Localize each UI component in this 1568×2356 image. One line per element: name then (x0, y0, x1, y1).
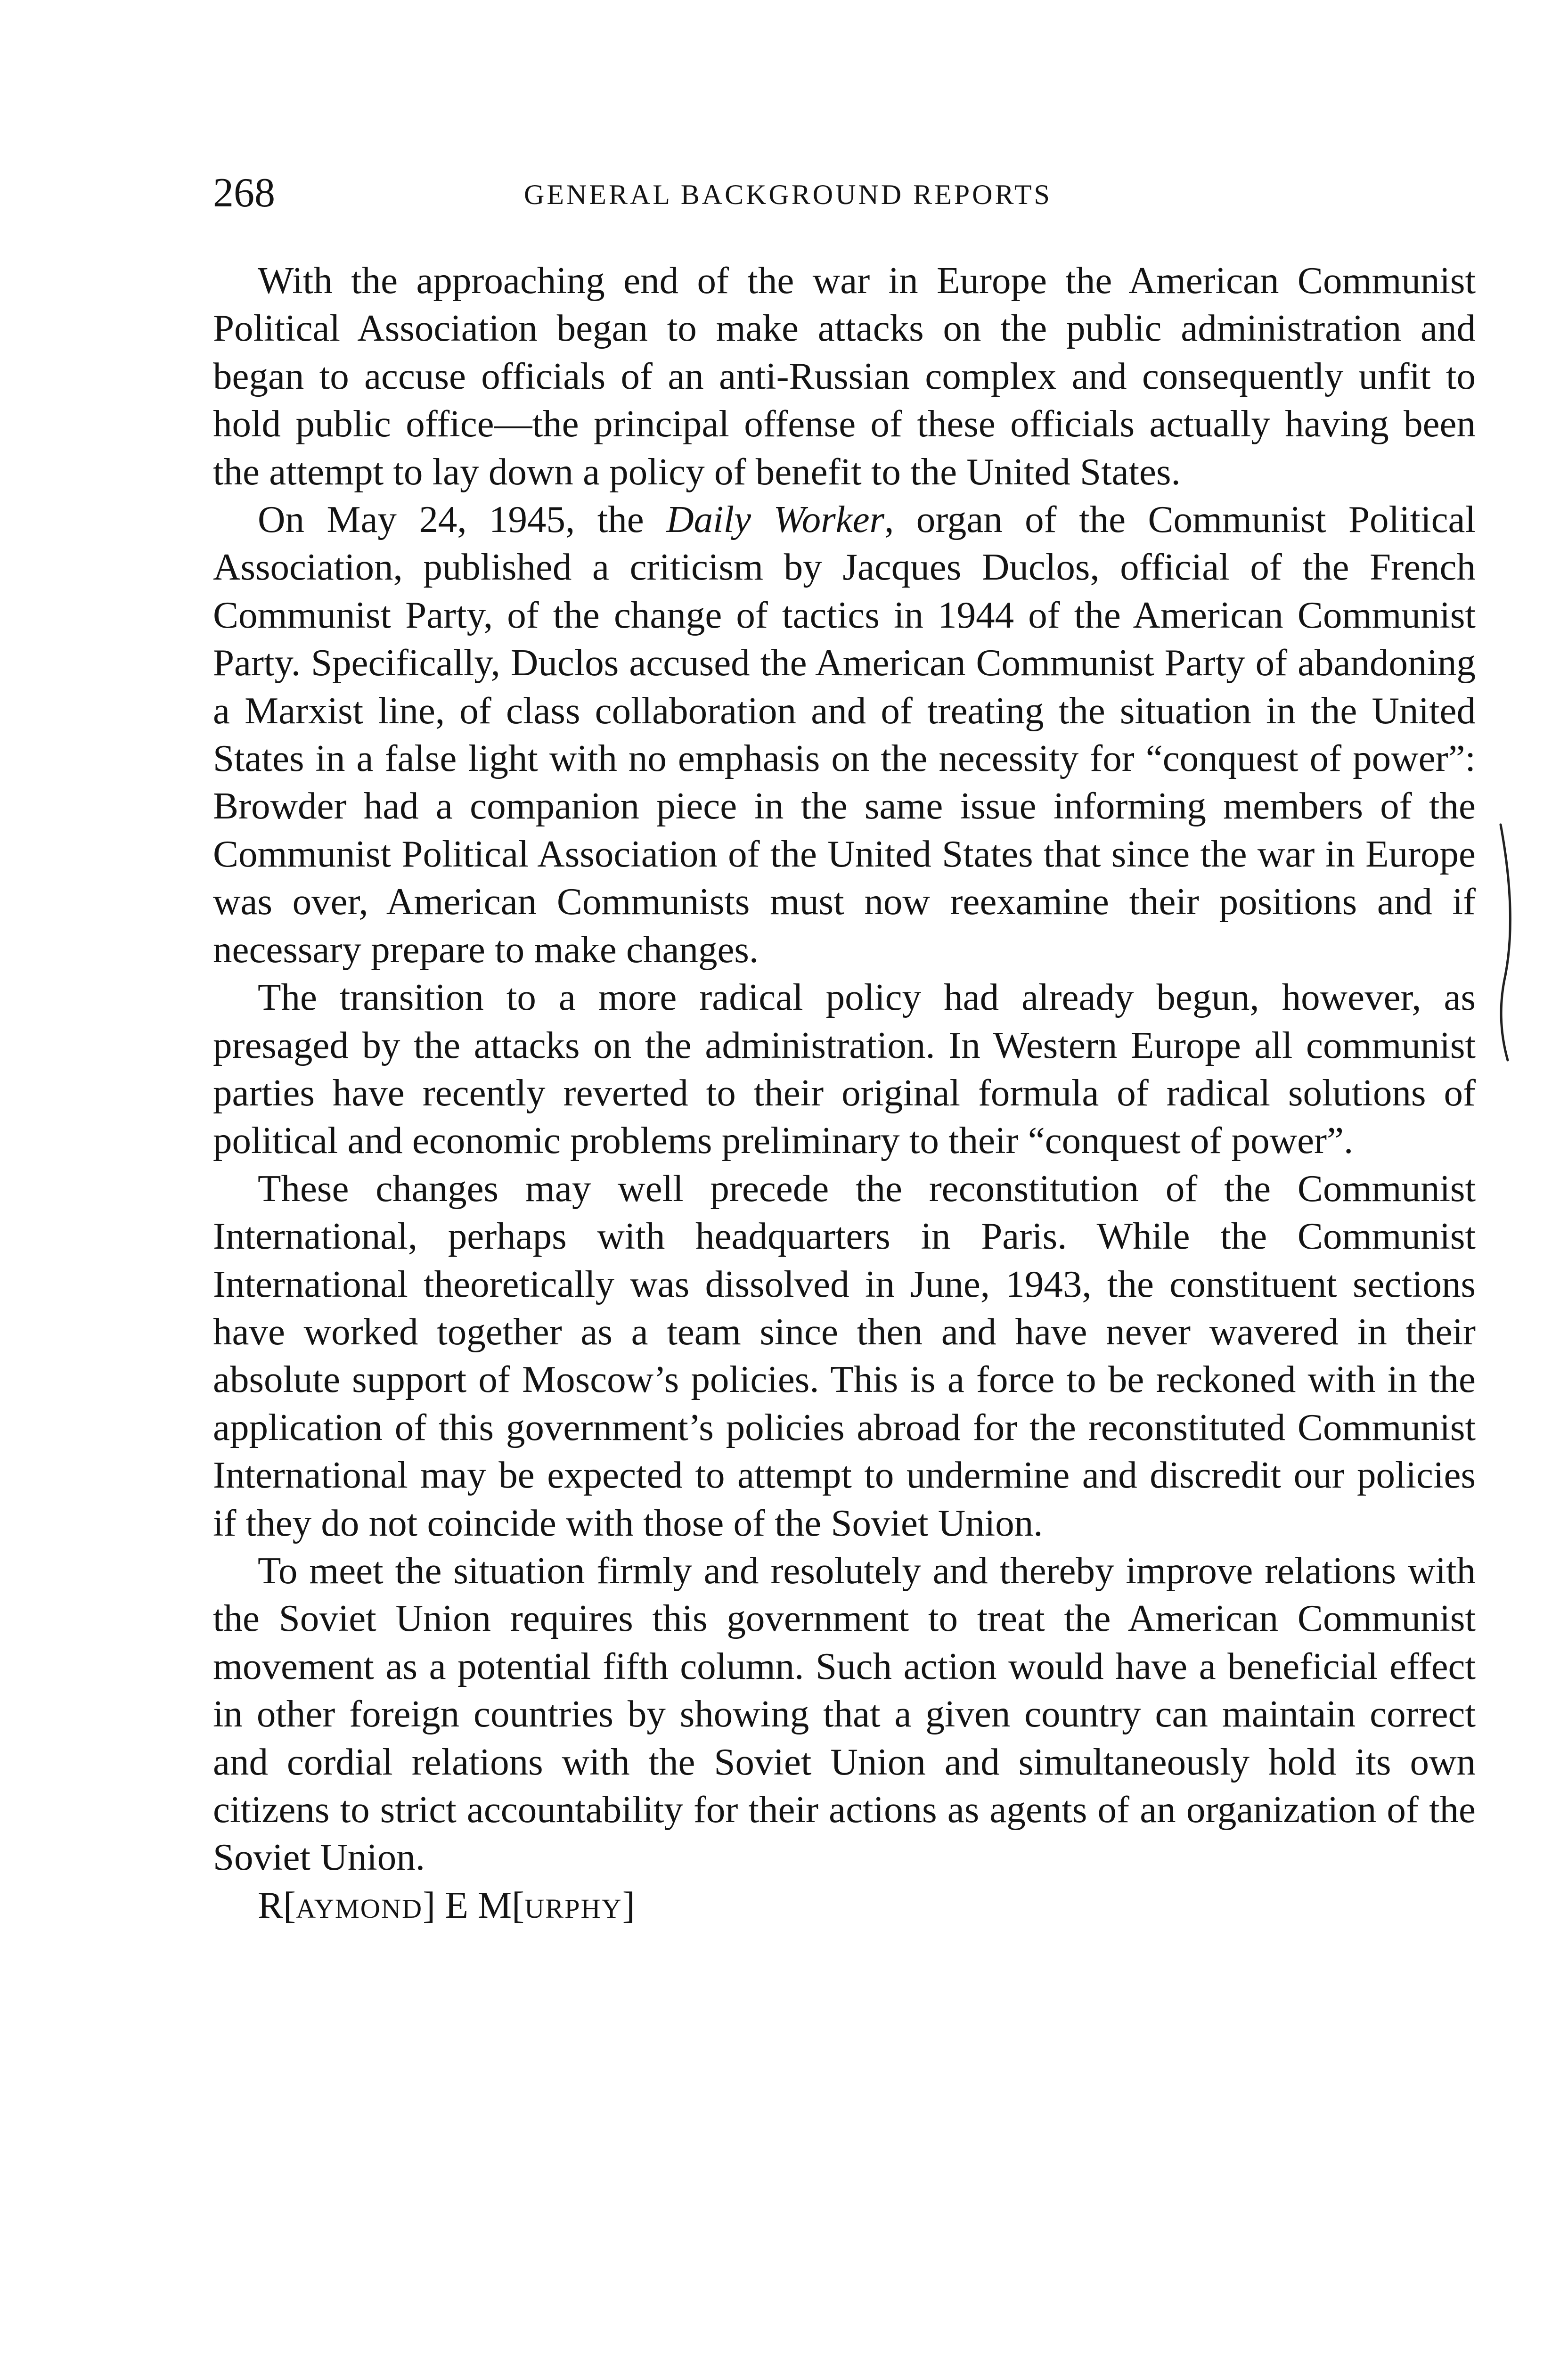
paragraph-2-rest: , organ of the Communist Political Association, published a criticism by Jacques Duclos, official of the French Communist Party, of the change of tactics in 1944 of the American Communist Party. Specifically, Duclos accused the American Communist Party of abandoning a Marxist line, of class collaboration and of treating the situation in the United States in a false light with no emphasis on the necessity for “conquest of power”: Browder had a companion piece in the same issue informing members of the Communist Political Association of the United States that since the war in Europe was over, American Communists must now reexamine their positions and if necessary prepare to make changes. (213, 498, 1476, 971)
signature (213, 1882, 1476, 1932)
signature-bracket-close-1: ] (423, 1883, 436, 1926)
signature-bracket-close-2: ] (622, 1883, 635, 1926)
signature-initial-m: M (478, 1883, 512, 1926)
signature-urphy: URPHY (524, 1893, 622, 1924)
page-number: 268 (213, 170, 275, 216)
signature-initial-r: R (258, 1883, 284, 1926)
newspaper-title: Daily Worker (666, 498, 885, 541)
signature-aymond: AYMOND (296, 1893, 423, 1924)
paragraph-3: The transition to a more radical policy had already begun, however, as presaged by the attacks on the administration. In Western Europe all communist parties have recently reverted to their original formula of radical solutions of political and economic problems preliminary to their “conquest of power”. (213, 976, 1476, 1162)
body-text (213, 257, 1476, 1932)
signature-bracket-open-2: [ (512, 1883, 525, 1926)
running-head: GENERAL BACKGROUND REPORTS (524, 179, 1052, 210)
signature-bracket-open-1: [ (283, 1883, 296, 1926)
signature-initial-e: E (435, 1883, 478, 1926)
paragraph-5: To meet the situation firmly and resolutely and thereby improve relations with the Soviet Union requires this government to treat the American Communist movement as a potential fifth column. Such action would have a beneficial effect in other foreign countries by showing that a given country can maintain correct and cordial relations with the Soviet Union and simultaneously hold its own citizens to strict accountability for their actions as agents of an organization of the Soviet Union. (213, 1549, 1476, 1879)
paragraph-1: With the approaching end of the war in Europe the American Communist Political Association began to make attacks on the public administration and began to accuse officials of an anti-Russian complex and consequently unfit to hold public office—the principal offense of these officials actually having been the attempt to lay down a policy of benefit to the United States. (213, 259, 1476, 493)
paragraph-2 (213, 496, 1476, 973)
paragraph-4: These changes may well precede the reconstitution of the Communist International, perhaps with headquarters in Paris. While the Communist International theoretically was dissolved in June, 1943, the constituent sections have worked together as a team since then and have never wavered in their absolute support of Moscow’s policies. This is a force to be reckoned with in the application of this government’s policies abroad for the reconstituted Communist International may be expected to attempt to undermine and discredit our policies if they do not coincide with those of the Soviet Union. (213, 1167, 1476, 1544)
page-header (213, 167, 1476, 219)
margin-pencil-mark (1491, 820, 1519, 1065)
paragraph-2-start: On May 24, 1945, the (258, 498, 667, 541)
